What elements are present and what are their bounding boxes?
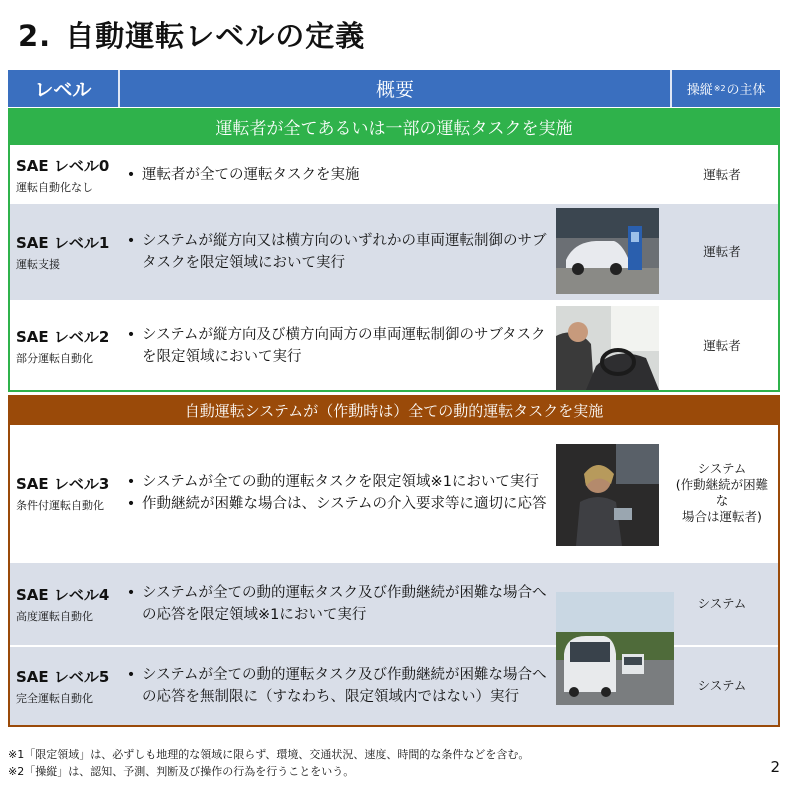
photo-level2-driver [556,306,659,390]
level-cell [10,326,120,366]
header-summary: 概要 [120,70,673,107]
header-subject-prefix: 操縦 [686,83,713,98]
bullet-text: システムが全ての動的運転タスク及び作動継続が困難な場合への応答を無制限に（すなわち、限定領域内ではない）実行 [142,667,547,705]
level-cell [10,666,120,706]
table-row [10,147,778,203]
footnote: ※1「限定領域」は、必ずしも地理的な領域に限らず、環境、交通状況、速度、時間的な条件などを含む。 [8,748,530,761]
photo-level45-shuttle [556,592,674,705]
header-subject-mark: ※2 [713,84,726,93]
level-name: SAE レベル2 [16,328,110,346]
page-title [18,14,718,55]
bullet-text: システムが縦方向及び横方向両方の車両運転制御のサブタスクを限定領域において実行 [142,327,546,365]
level-subtitle: 運転支援 [16,258,60,271]
subject-line: 場合は運転者) [682,509,762,524]
table-header [8,70,780,107]
footnotes [8,746,529,780]
level-name: SAE レベル4 [16,586,110,604]
level-description: • システムが全ての動的運転タスクを限定領域※1において実行 • 作動継続が困難な場合は、システムの介入要求等に適切に応答 [120,471,548,515]
level-name: SAE レベル5 [16,668,110,686]
subject-cell [674,461,770,525]
level-cell [10,584,120,624]
level-name: SAE レベル3 [16,475,110,493]
level-subtitle: 運転自動化なし [16,181,93,194]
table-row [10,302,778,390]
subject-cell: 運転者 [703,338,741,353]
subject-line: システム [697,461,747,476]
level-subtitle: 高度運転自動化 [16,610,93,623]
photo-level1-car [556,208,659,294]
level-name: SAE レベル1 [16,234,110,252]
level-subtitle: 完全運転自動化 [16,692,93,705]
level-subtitle: 条件付運転自動化 [16,499,104,512]
bullet-text: システムが縦方向又は横方向のいずれかの車両運転制御のサブタスクを限定領域において実行 [142,233,547,271]
level-description: • システムが全ての動的運転タスク及び作動継続が困難な場合への応答を限定領域※1において実行 [120,582,548,626]
bullet-text: 運転者が全ての運転タスクを実施 [142,167,360,183]
level-description: • システムが縦方向又は横方向のいずれかの車両運転制御のサブタスクを限定領域において実行 [120,230,548,274]
table-row [10,204,778,300]
footnote: ※2「操縦」は、認知、予測、判断及び操作の行為を行うことをいう。 [8,765,355,778]
subject-cell: 運転者 [703,244,741,259]
header-level: レベル [8,70,120,107]
subject-cell: システム [697,596,747,611]
title-number: 2. [18,19,52,53]
bullet-text: 作動継続が困難な場合は、システムの介入要求等に適切に応答 [142,496,547,512]
level-subtitle: 部分運転自動化 [16,352,93,365]
header-subject-suffix: の主体 [726,83,766,98]
level-description: • 運転者が全ての運転タスクを実施 [120,164,548,186]
table-row [10,428,778,558]
page-number: 2 [770,758,780,776]
section-banner-system: 自動運転システムが（作動時は）全ての動的運転タスクを実施 [8,395,780,425]
photo-level3-driver [556,444,659,546]
bullet-text: システムが全ての動的運転タスク及び作動継続が困難な場合への応答を限定領域※1において実行 [142,585,547,623]
level-cell [10,232,120,272]
level-description: • システムが全ての動的運転タスク及び作動継続が困難な場合への応答を無制限に（すなわち、限定領域内ではない）実行 [120,664,548,708]
subject-line: (作動継続が困難な [675,477,769,508]
header-subject [672,70,780,107]
level-cell [10,155,120,195]
subject-cell: 運転者 [703,167,741,182]
bullet-text: システムが全ての動的運転タスクを限定領域※1において実行 [142,474,539,490]
title-text: 自動運転レベルの定義 [65,19,366,53]
level-description: • システムが縦方向及び横方向両方の車両運転制御のサブタスクを限定領域において実行 [120,324,548,368]
subject-cell: システム [697,678,747,693]
level-name: SAE レベル0 [16,157,110,175]
section-banner-driver: 運転者が全てあるいは一部の運転タスクを実施 [8,108,780,145]
level-cell [10,473,120,513]
